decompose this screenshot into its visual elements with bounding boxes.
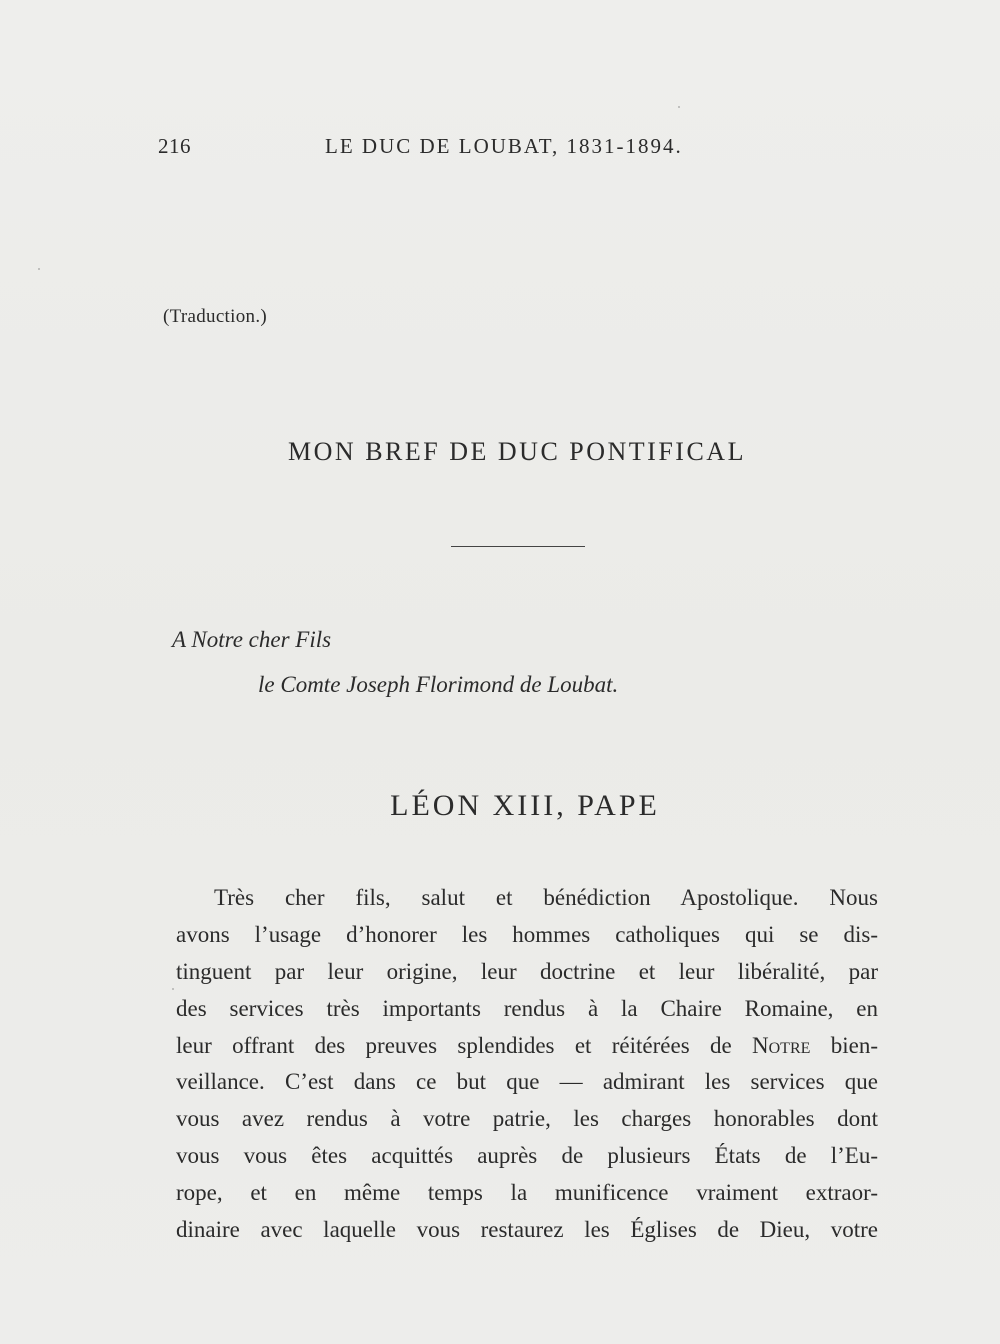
body-line: tinguent par leur origine, leur doctrine et leur libéralité, par bbox=[176, 958, 878, 984]
paper-speck bbox=[38, 268, 40, 270]
body-line: vous avez rendus à votre patrie, les charges honorables dont bbox=[176, 1106, 878, 1132]
body-line-smallcaps: Notre bbox=[752, 1032, 811, 1058]
paper-speck bbox=[678, 106, 680, 108]
section-title: MON BREF DE DUC PONTIFICAL bbox=[288, 437, 746, 466]
body-line: veillance. C’est dans ce but que — admirant les services que bbox=[176, 1069, 878, 1095]
section-divider bbox=[451, 546, 585, 547]
body-paragraph bbox=[176, 880, 878, 1249]
body-line-segment: leur offrant des preuves splendides et réitérées de bbox=[176, 1032, 753, 1058]
body-line-segment: bien- bbox=[810, 1032, 878, 1058]
body-line: rope, et en même temps la munificence vraiment extraor- bbox=[176, 1180, 878, 1206]
pope-title: LÉON XIII, PAPE bbox=[390, 789, 660, 822]
body-line: Très cher fils, salut et bénédiction Apostolique. Nous bbox=[214, 885, 878, 910]
address-line-2: le Comte Joseph Florimond de Loubat. bbox=[258, 672, 619, 697]
body-line bbox=[176, 1028, 878, 1065]
running-head bbox=[158, 134, 878, 164]
body-line: dinaire avec laquelle vous restaurez les Églises de Dieu, votre bbox=[176, 1217, 878, 1243]
body-line: des services très importants rendus à la Chaire Romaine, en bbox=[176, 995, 878, 1021]
translation-note: (Traduction.) bbox=[163, 306, 267, 327]
page-number: 216 bbox=[158, 134, 191, 158]
paper-speck bbox=[172, 988, 174, 990]
running-head-title: LE DUC DE LOUBAT, 1831-1894. bbox=[325, 134, 683, 158]
body-line: avons l’usage d’honorer les hommes catholiques qui se dis- bbox=[176, 921, 878, 947]
address-line-1: A Notre cher Fils bbox=[172, 627, 332, 652]
body-line: vous vous êtes acquittés auprès de plusieurs États de l’Eu- bbox=[176, 1143, 878, 1169]
